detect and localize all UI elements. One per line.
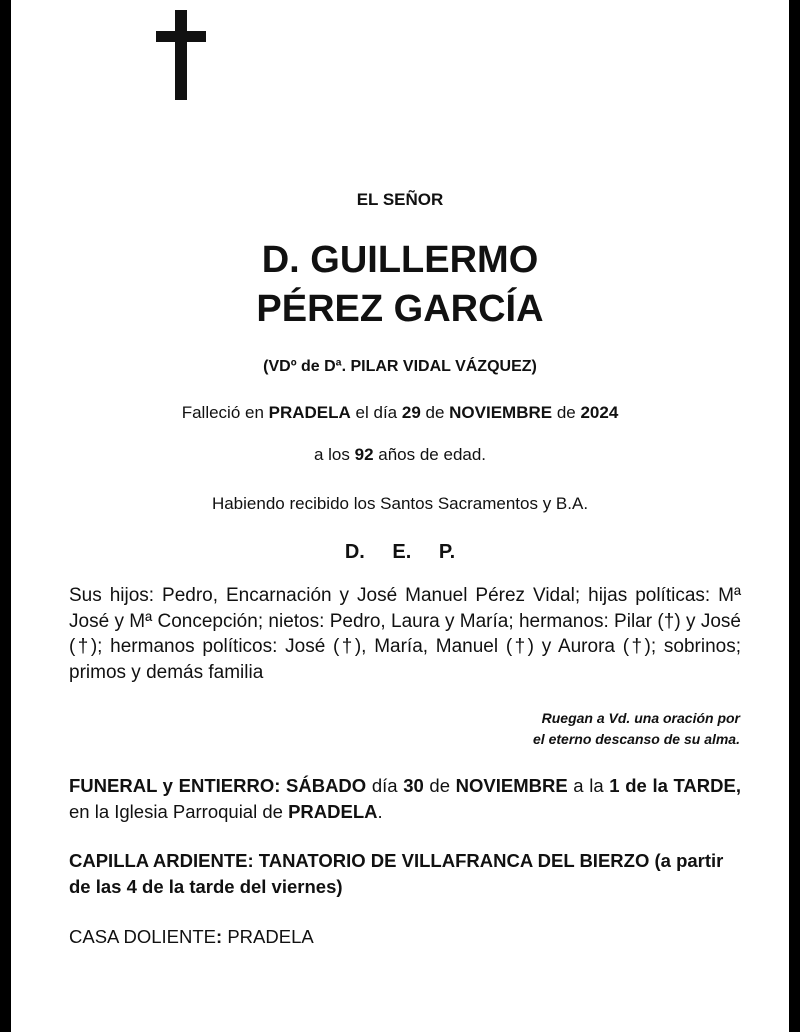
death-day: 29 bbox=[401, 403, 421, 422]
mourning-house: CASA DOLIENTE: PRADELA bbox=[69, 926, 314, 947]
prayer-line-1: Ruegan a Vd. una oración por bbox=[541, 710, 740, 726]
chapel-info: CAPILLA ARDIENTE: TANATORIO DE VILLAFRANCA DEL BIERZO (a partir de las 4 de la tarde del viernes) bbox=[69, 850, 724, 897]
name-line-2: PÉREZ GARCÍA bbox=[256, 288, 544, 330]
family-paragraph: Sus hijos: Pedro, Encarnación y José Manuel Pérez Vidal; hijas políticas: Mª José y Mª Concepción; nietos: Pedro, Laura y María; hermanos: Pilar (†) y José (†); hermanos políticos: José (†), María, Manuel (†) y Aurora (†); sobrinos; primos y demás familia bbox=[69, 585, 741, 683]
funeral-time: 1 de la TARDE, bbox=[609, 775, 741, 796]
death-place: PRADELA bbox=[268, 403, 351, 422]
prayer-line-2: el eterno descanso de su alma. bbox=[533, 731, 740, 747]
funeral-month: NOVIEMBRE bbox=[455, 775, 568, 796]
mourning-house-place: PRADELA bbox=[222, 926, 314, 947]
death-year: 2024 bbox=[580, 403, 619, 422]
sacraments-line: Habiendo recibido los Santos Sacramentos y B.A. bbox=[211, 494, 589, 513]
widow-of: (VDº de Dª. PILAR VIDAL VÁZQUEZ) bbox=[263, 358, 537, 375]
funeral-day: 30 bbox=[403, 775, 424, 796]
funeral-weekday: SÁBADO bbox=[286, 775, 367, 796]
age-value: 92 bbox=[354, 445, 374, 464]
funeral-info: FUNERAL y ENTIERRO: SÁBADO día 30 de NOVIEMBRE a la 1 de la TARDE, en la Iglesia Parroquial de PRADELA. bbox=[69, 775, 741, 822]
intro-title: EL SEÑOR bbox=[356, 190, 444, 209]
age-statement: a los 92 años de edad. bbox=[313, 445, 487, 464]
name-line-1: D. GUILLERMO bbox=[261, 239, 539, 281]
death-month: NOVIEMBRE bbox=[449, 403, 553, 422]
prayer-request bbox=[533, 708, 740, 750]
deceased-name bbox=[11, 236, 789, 334]
funeral-place: PRADELA bbox=[288, 801, 378, 822]
cross-icon bbox=[156, 10, 206, 100]
death-statement: Falleció en PRADELA el día 29 de NOVIEMBRE de 2024 bbox=[181, 403, 619, 422]
obituary-page bbox=[11, 0, 789, 1032]
dep-initials: D. E. P. bbox=[344, 541, 456, 563]
funeral-label: FUNERAL y ENTIERRO: bbox=[69, 775, 281, 796]
